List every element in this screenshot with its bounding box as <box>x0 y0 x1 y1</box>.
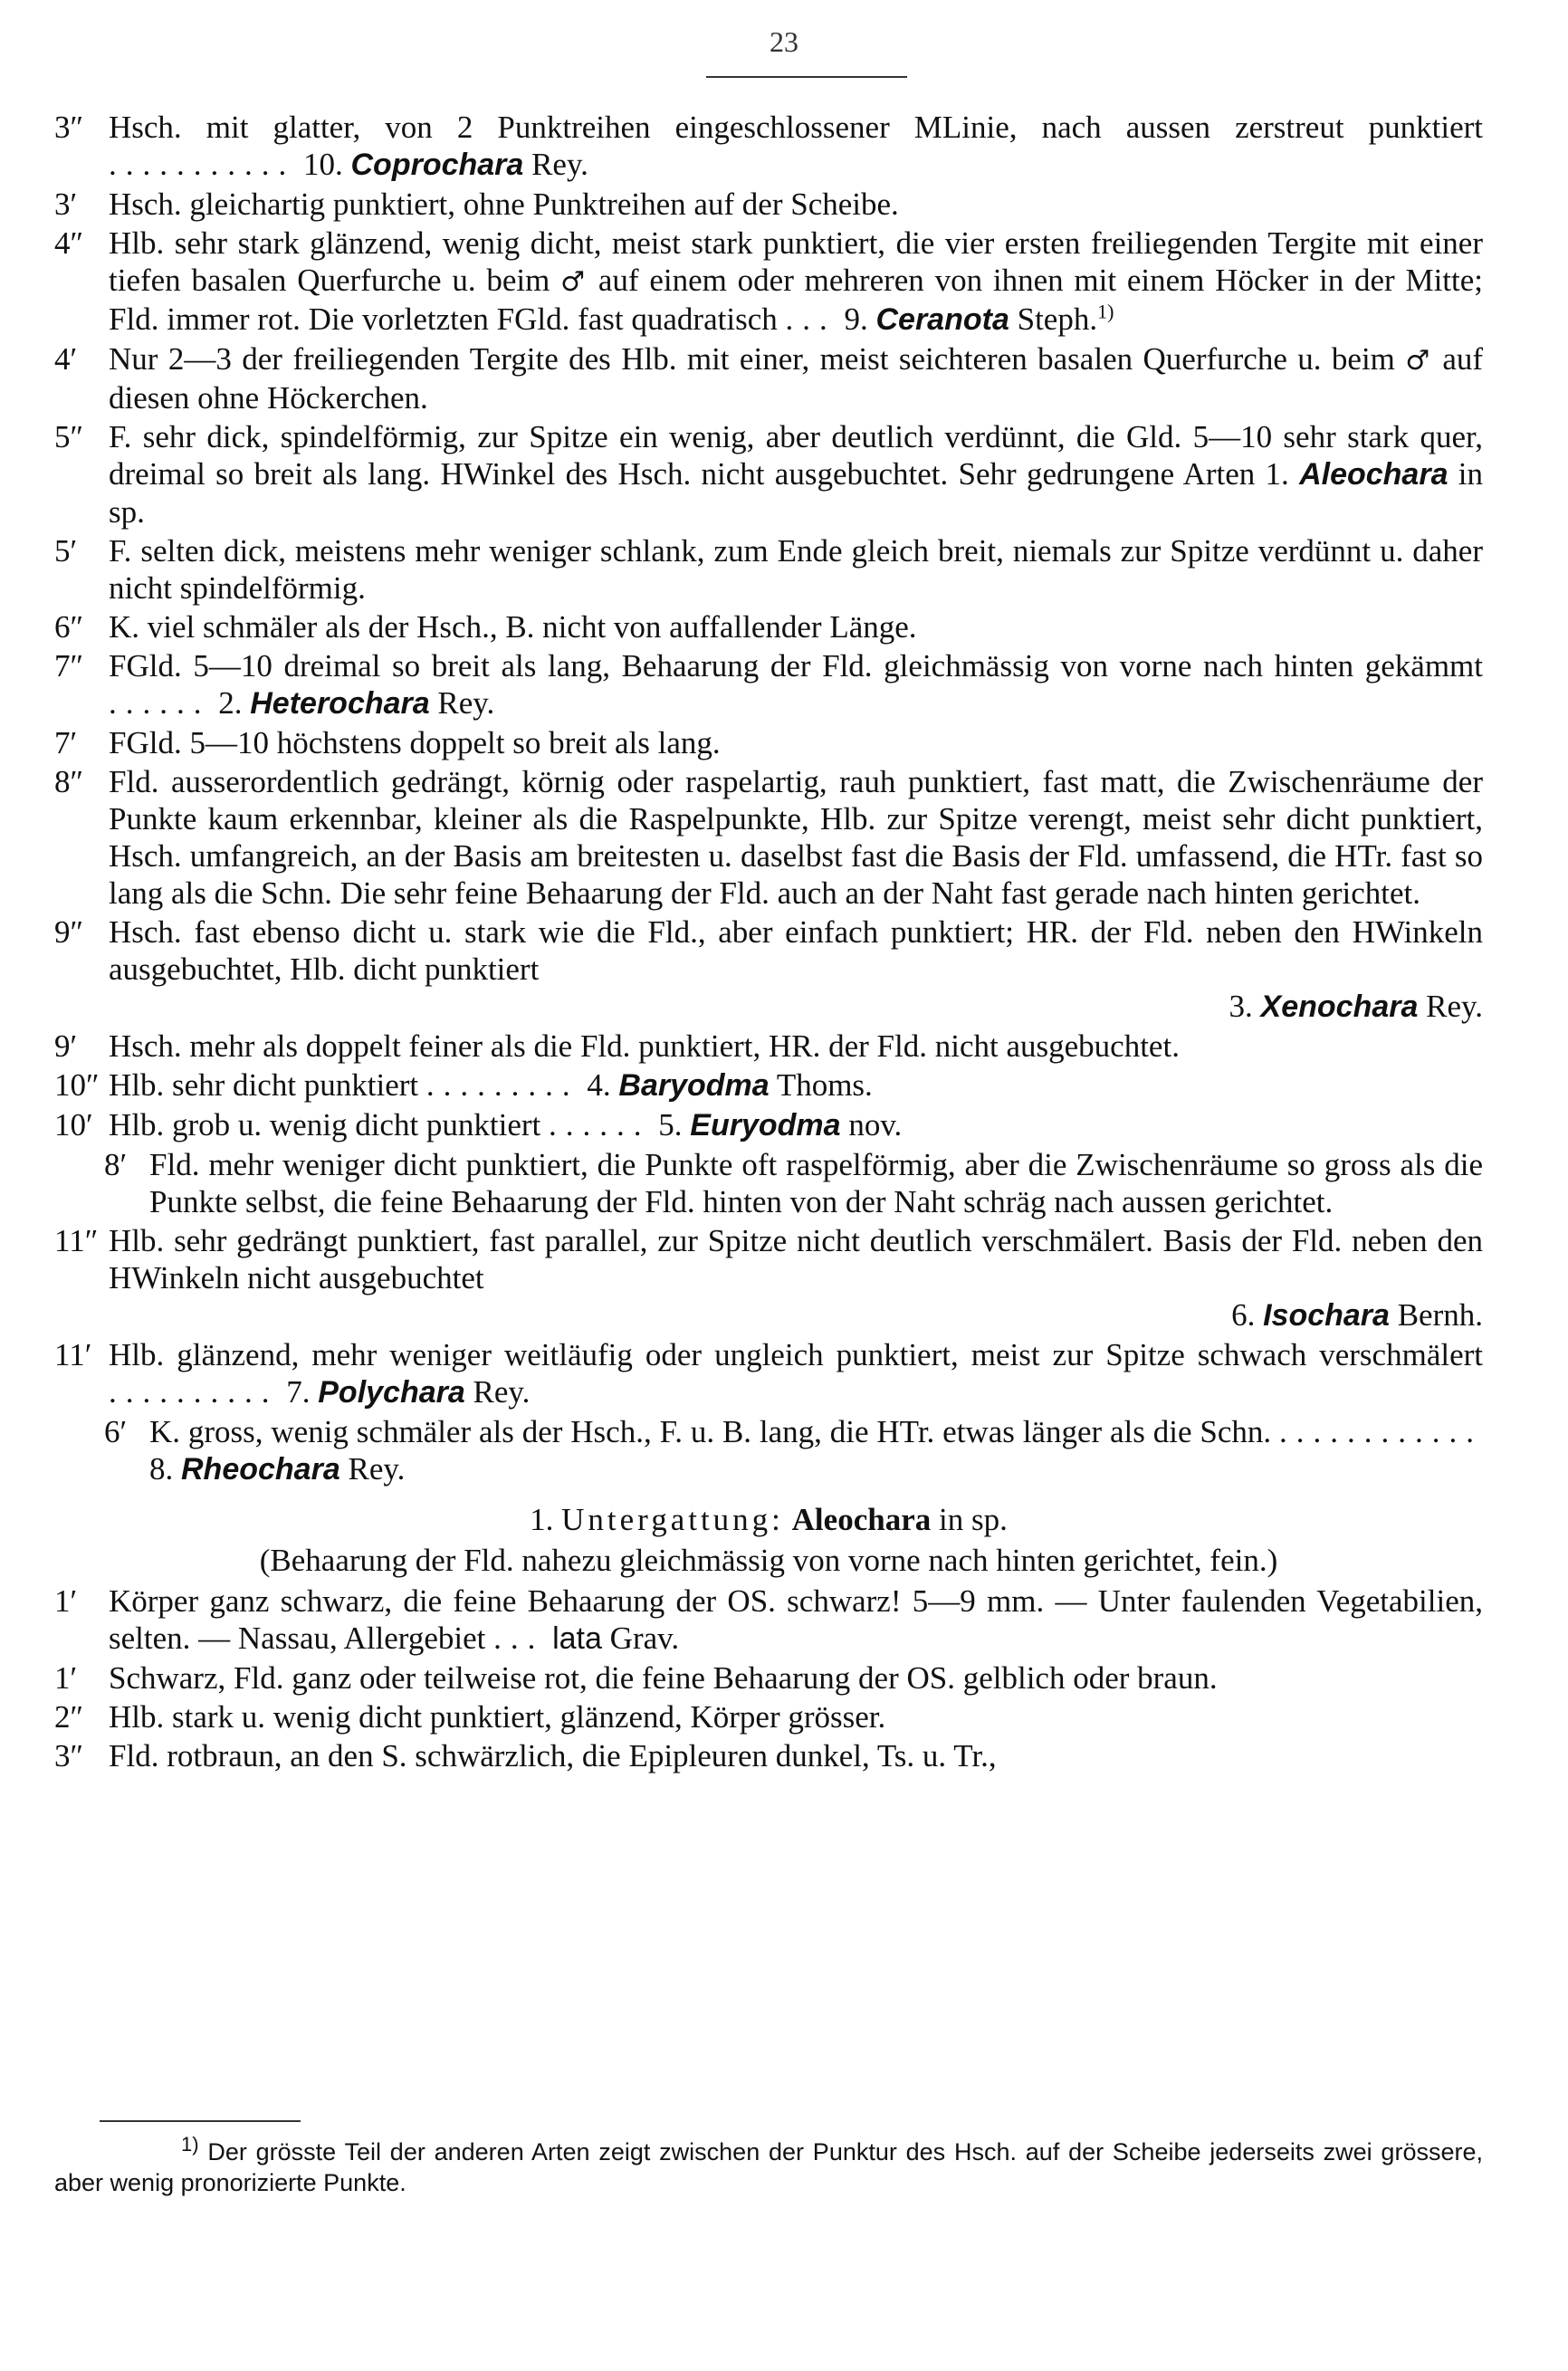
key-entry <box>54 647 1483 722</box>
key-entry-text: Hlb. glänzend, mehr weniger weitläufig oder ungleich punktiert, meist zur Spitze schwach verschmälert <box>109 1337 1483 1372</box>
key-entry-text-cont: auf einem oder mehreren von ihnen mit einem Höcker in der Mitte; Fld. immer rot. Die vorletzten FGld. fast quadratisch <box>109 263 1484 337</box>
leader-dots: ......... <box>425 1067 579 1103</box>
key-entry <box>54 724 1483 761</box>
key-entry-number: 7′ <box>54 725 78 760</box>
genus-name: Aleochara <box>1299 457 1448 492</box>
key-entry <box>54 1336 1483 1411</box>
key-entry-text: Hlb. grob u. wenig dicht punktiert <box>109 1107 541 1142</box>
genus-name: Rheochara <box>181 1452 340 1487</box>
key-entry-number: 3″ <box>54 110 84 145</box>
genus-name: Heterochara <box>250 686 430 721</box>
genus-name: Ceranota <box>875 302 1009 337</box>
key-entry-text: Hsch. gleichartig punktiert, ohne Punktreihen auf der Scheibe. <box>109 186 899 222</box>
subgenus-label: Untergattung: <box>561 1502 784 1537</box>
key-entry <box>54 225 1483 339</box>
genus-number: 6. <box>1231 1297 1256 1333</box>
footnote-rule <box>100 2120 301 2122</box>
genus-name: Coprochara <box>350 148 524 182</box>
species-entry-number: 1′ <box>54 1583 78 1619</box>
key-entry-number: 3′ <box>54 186 78 222</box>
key-entry-number: 5″ <box>54 419 84 454</box>
species-entry <box>54 1698 1483 1735</box>
key-entry <box>54 1413 1483 1488</box>
genus-number: 9. <box>844 301 868 337</box>
leader-dots: ........... <box>109 147 296 182</box>
author-name: Grav. <box>609 1621 680 1656</box>
genus-number: 7. <box>286 1374 311 1410</box>
author-name: Rey. <box>531 147 588 182</box>
key-entries <box>54 109 1483 1776</box>
species-name: lata <box>552 1621 602 1656</box>
species-entry-text: Hlb. stark u. wenig dicht punktiert, glänzend, Körper grösser. <box>109 1699 886 1735</box>
species-entry-text: Fld. rotbraun, an den S. schwärzlich, die Epipleuren dunkel, Ts. u. Tr., <box>109 1738 997 1773</box>
footnote <box>54 2133 1483 2198</box>
key-entry-text: K. viel schmäler als der Hsch., B. nicht von auffallender Länge. <box>109 609 917 645</box>
key-entry-text: Hlb. sehr gedrängt punktiert, fast parallel, zur Spitze nicht deutlich verschmälert. Basis der Fld. neben den HWinkeln nicht ausgebuchtet <box>109 1223 1483 1295</box>
genus-number: 4. <box>587 1067 611 1103</box>
key-entry-text: Hsch. fast ebenso dicht u. stark wie die Fld., aber einfach punktiert; HR. der Fld. neben den HWinkeln ausgebuchtet, Hlb. dicht punktiert <box>109 914 1483 987</box>
key-entry-text: F. selten dick, meistens mehr weniger schlank, zum Ende gleich breit, niemals zur Spitze verdünnt u. daher nicht spindelförmig. <box>109 533 1483 606</box>
genus-number: 8. <box>149 1451 174 1487</box>
key-entry-text-cont: auf diesen ohne Höckerchen. <box>109 341 1484 416</box>
author-name: Steph. <box>1017 301 1098 337</box>
key-entry-number: 5′ <box>54 533 78 569</box>
species-entry-text: Körper ganz schwarz, die feine Behaarung der OS. schwarz! 5—9 mm. — Unter faulenden Vegetabilien, selten. — Nassau, Allergebiet <box>109 1583 1483 1656</box>
author-name: Rey. <box>348 1451 406 1487</box>
key-entry-number: 4″ <box>54 225 84 261</box>
species-entry-number: 2″ <box>54 1699 84 1735</box>
genus-number: 5. <box>658 1107 683 1142</box>
author-name: Rey. <box>437 685 495 721</box>
genus-number: 1. <box>1265 456 1289 492</box>
key-entry <box>54 913 1483 1026</box>
subgenus-name: Aleochara <box>791 1502 932 1537</box>
key-entry-number: 8′ <box>104 1147 128 1182</box>
key-entry-text: Fld. ausserordentlich gedrängt, körnig oder raspelartig, rauh punktiert, fast matt, die Zwischenräume der Punkte kaum erkennbar, kleiner als die Raspelpunkte, Hlb. zur Spitze verengt, meist sehr dicht punktiert, Hsch. umfangreich, an der Basis am breitesten u. daselbst fast die Basis der Fld. umfassend, die HTr. fast so lang als die Schn. Die sehr feine Behaarung der Fld. auch an der Naht fast gerade nach hinten gerichtet. <box>109 764 1483 911</box>
author-name: Rey. <box>1426 989 1483 1024</box>
species-entry-text: Schwarz, Fld. ganz oder teilweise rot, die feine Behaarung der OS. gelblich oder braun. <box>109 1660 1218 1696</box>
key-entry <box>54 186 1483 223</box>
key-entry-text: F. sehr dick, spindelförmig, zur Spitze ein wenig, aber deutlich verdünnt, die Gld. 5—10 sehr stark quer, dreimal so breit als lang. HWinkel des Hsch. nicht ausgebuchtet. Sehr gedrungene Arten <box>109 419 1483 492</box>
author-name: Thoms. <box>776 1067 873 1103</box>
male-symbol-icon: ♂ <box>1405 345 1432 377</box>
subgenus-suffix: in sp. <box>938 1502 1008 1537</box>
leader-dots: ...... <box>109 685 211 721</box>
species-entry <box>54 1659 1483 1697</box>
species-entry <box>54 1737 1483 1774</box>
author-name: Bernh. <box>1397 1297 1483 1333</box>
footnote-text: Der grösste Teil der anderen Arten zeigt zwischen der Punktur des Hsch. auf der Scheibe jederseits zwei grössere, aber wenig pronorizierte Punkte. <box>54 2138 1483 2196</box>
key-entry <box>54 608 1483 645</box>
footnote-ref: 1) <box>1097 300 1114 323</box>
key-entry-text: Hlb. sehr stark glänzend, wenig dicht, meist stark punktiert, die vier ersten freiliegenden Tergite mit einer tiefen basalen Querfurche u. beim <box>109 225 1483 298</box>
key-entry-text: FGld. 5—10 höchstens doppelt so breit als lang. <box>109 725 721 760</box>
key-entry-number: 11″ <box>54 1223 99 1258</box>
subgenus-heading <box>54 1501 1483 1538</box>
author-name: nov. <box>848 1107 903 1142</box>
key-entry <box>54 1146 1483 1220</box>
key-entry-number: 8″ <box>54 764 84 799</box>
genus-number: 10. <box>303 147 343 182</box>
key-entry-number: 9′ <box>54 1028 78 1064</box>
key-entry-number: 7″ <box>54 648 84 684</box>
key-entry <box>54 1028 1483 1065</box>
key-entry-number: 6″ <box>54 609 84 645</box>
key-entry-number: 10″ <box>54 1067 100 1103</box>
key-entry-text: Fld. mehr weniger dicht punktiert, die Punkte oft raspelförmig, aber die Zwischenräume so gross als die Punkte selbst, die feine Behaarung der Fld. hinten von der Naht schräg nach aussen gerichtet. <box>149 1147 1483 1219</box>
key-entry-number: 4′ <box>54 341 78 377</box>
footnote-mark: 1) <box>181 2133 199 2156</box>
genus-name: Euryodma <box>690 1108 841 1142</box>
key-entry <box>54 418 1483 531</box>
genus-number: 2. <box>218 685 243 721</box>
genus-name: Polychara <box>318 1375 465 1410</box>
genus-line <box>109 988 1483 1026</box>
key-entry <box>54 1066 1483 1104</box>
genus-line <box>109 1296 1483 1334</box>
key-entry <box>54 1222 1483 1334</box>
subgenus-note: (Behaarung der Fld. nahezu gleichmässig von vorne nach hinten gerichtet, fein.) <box>259 1543 1278 1578</box>
leader-dots: ...... <box>549 1107 651 1142</box>
author-name: in sp. <box>109 456 1483 530</box>
leader-dots: ... <box>785 301 837 337</box>
key-entry-text: K. gross, wenig schmäler als der Hsch., F. u. B. lang, die HTr. etwas länger als die Schn. <box>149 1414 1272 1449</box>
key-entry-number: 10′ <box>54 1107 93 1142</box>
genus-name: Isochara <box>1263 1298 1390 1333</box>
key-entry <box>54 532 1483 607</box>
male-symbol-icon: ♂ <box>560 266 588 298</box>
species-entry-number: 3″ <box>54 1738 84 1773</box>
leader-dots: .......... <box>109 1374 279 1410</box>
key-entry-number: 9″ <box>54 914 84 950</box>
key-entry-text: Hsch. mehr als doppelt feiner als die Fld. punktiert, HR. der Fld. nicht ausgebuchtet. <box>109 1028 1180 1064</box>
genus-name: Baryodma <box>618 1068 770 1103</box>
species-entry-number: 1′ <box>54 1660 78 1696</box>
key-entry <box>54 109 1483 184</box>
key-entry-number: 11′ <box>54 1337 92 1372</box>
key-entry <box>54 1106 1483 1144</box>
key-entry <box>54 763 1483 912</box>
key-entry-text: Hsch. mit glatter, von 2 Punktreihen eingeschlossener MLinie, nach aussen zerstreut punktiert <box>109 110 1483 145</box>
leader-dots: ............ <box>1279 1414 1483 1449</box>
key-entry-text: Nur 2—3 der freiliegenden Tergite des Hlb. mit einer, meist seichteren basalen Querfurche u. beim <box>109 341 1395 377</box>
genus-number: 3. <box>1229 989 1253 1024</box>
species-entry <box>54 1582 1483 1658</box>
subgenus-prefix: 1. <box>530 1502 554 1537</box>
key-entry-text: FGld. 5—10 dreimal so breit als lang, Behaarung der Fld. gleichmässig von vorne nach hinten gekämmt <box>109 648 1483 684</box>
key-entry-number: 6′ <box>104 1414 128 1449</box>
genus-name: Xenochara <box>1260 990 1419 1024</box>
header-rule <box>706 76 907 78</box>
key-entry <box>54 340 1483 416</box>
author-name: Rey. <box>473 1374 531 1410</box>
page-number: 23 <box>770 25 798 58</box>
leader-dots: ... <box>493 1621 545 1656</box>
key-entry-text: Hlb. sehr dicht punktiert <box>109 1067 419 1103</box>
